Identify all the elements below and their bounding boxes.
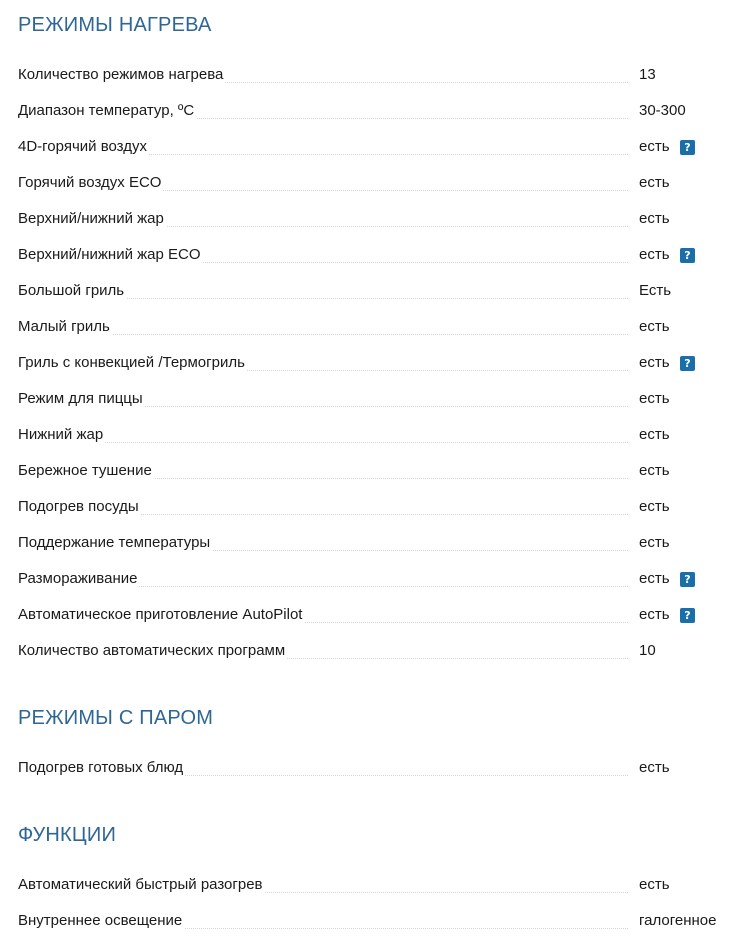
spec-row: [18, 65, 724, 101]
help-icon[interactable]: ?: [680, 608, 695, 623]
spec-row: [18, 389, 724, 425]
spec-label: Внутреннее освещение: [18, 912, 183, 929]
spec-label: Нижний жар: [18, 426, 104, 443]
spec-label: Верхний/нижний жар ECO: [18, 246, 201, 263]
spec-label: Гриль с конвекцией /Термогриль: [18, 354, 245, 371]
spec-row: [18, 209, 724, 245]
spec-value: есть: [639, 354, 670, 371]
spec-label: Подогрев готовых блюд: [18, 759, 184, 776]
section-steam-modes: [18, 706, 724, 776]
spec-row: [18, 317, 724, 353]
spec-value: Есть: [639, 282, 672, 299]
spec-label: 4D-горячий воздух: [18, 138, 147, 155]
spec-label: Размораживание: [18, 570, 138, 587]
spec-value: есть: [639, 246, 670, 263]
spec-label: Автоматическое приготовление AutoPilot: [18, 606, 303, 623]
spec-row: [18, 353, 724, 389]
spec-value: 30-300: [639, 102, 686, 119]
spec-row: [18, 875, 724, 911]
spec-row: [18, 173, 724, 209]
spec-row: [18, 497, 724, 533]
spec-list: [18, 65, 724, 677]
spec-label: Верхний/нижний жар: [18, 210, 164, 227]
spec-value: есть: [639, 210, 670, 227]
spec-label: Малый гриль: [18, 318, 110, 335]
spec-label: Диапазон температур, ºC: [18, 102, 195, 119]
spec-label: Горячий воздух ECO: [18, 174, 162, 191]
spec-value: есть: [639, 606, 670, 623]
spec-value: есть: [639, 759, 670, 776]
spec-value: есть: [639, 426, 670, 443]
spec-label: Количество автоматических программ: [18, 642, 286, 659]
spec-label: Большой гриль: [18, 282, 125, 299]
help-icon[interactable]: ?: [680, 140, 695, 155]
spec-list: [18, 875, 724, 947]
spec-row: [18, 461, 724, 497]
spec-value: есть: [639, 390, 670, 407]
spec-row: [18, 911, 724, 947]
spec-list: [18, 758, 724, 794]
spec-label: Подогрев посуды: [18, 498, 139, 515]
spec-label: Бережное тушение: [18, 462, 152, 479]
section-functions: [18, 823, 724, 929]
help-icon[interactable]: ?: [680, 572, 695, 587]
spec-value: есть: [639, 570, 670, 587]
spec-row: [18, 605, 724, 641]
spec-row: [18, 281, 724, 317]
spec-value: галогенное: [639, 912, 717, 929]
spec-row: [18, 641, 724, 677]
spec-value: есть: [639, 534, 670, 551]
spec-row: [18, 533, 724, 569]
section-heating-modes: [18, 13, 724, 659]
spec-row: [18, 425, 724, 461]
section-title: РЕЖИМЫ С ПАРОМ: [18, 707, 214, 729]
spec-value: есть: [639, 138, 670, 155]
help-icon[interactable]: ?: [680, 248, 695, 263]
spec-value: есть: [639, 174, 670, 191]
section-title: РЕЖИМЫ НАГРЕВА: [18, 14, 212, 36]
spec-label: Автоматический быстрый разогрев: [18, 876, 263, 893]
spec-row: [18, 569, 724, 605]
spec-row: [18, 137, 724, 173]
help-icon[interactable]: ?: [680, 356, 695, 371]
spec-value: есть: [639, 498, 670, 515]
spec-value: 10: [639, 642, 656, 659]
spec-row: [18, 101, 724, 137]
spec-value: есть: [639, 876, 670, 893]
spec-value: есть: [639, 318, 670, 335]
section-title: ФУНКЦИИ: [18, 824, 117, 846]
spec-label: Количество режимов нагрева: [18, 66, 224, 83]
spec-value: есть: [639, 462, 670, 479]
spec-label: Режим для пиццы: [18, 390, 143, 407]
spec-row: [18, 245, 724, 281]
spec-value: 13: [639, 66, 656, 83]
spec-row: [18, 758, 724, 794]
spec-label: Поддержание температуры: [18, 534, 211, 551]
dotted-leader: [18, 442, 628, 443]
